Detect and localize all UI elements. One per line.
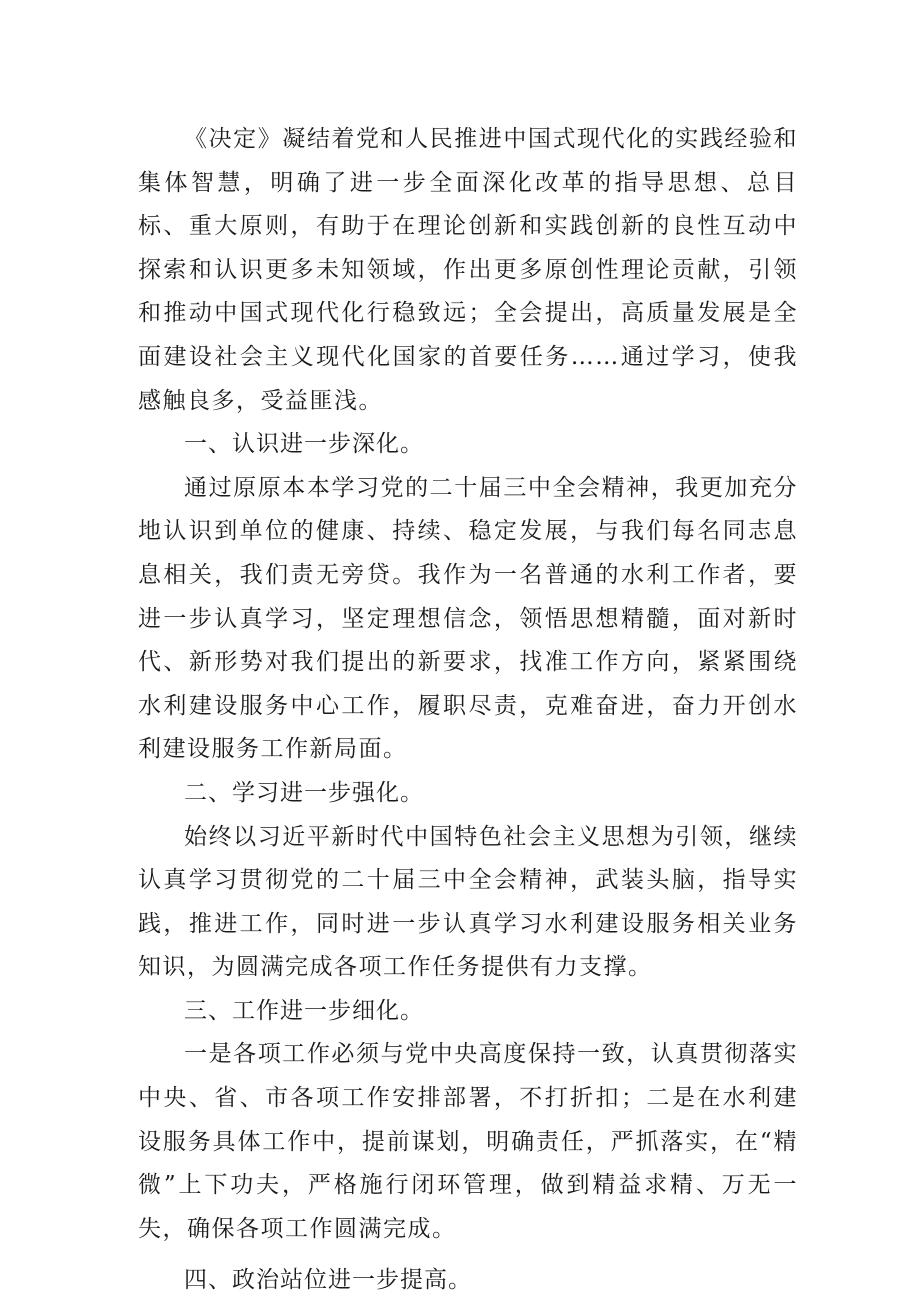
section-body-1: 通过原原本本学习党的二十届三中全会精神，我更加充分地认识到单位的健康、持续、稳定发展，与我们每名同志息息相关，我们责无旁贷。我作为一名普通的水利工作者，要进一步认真学习，坚定理想信念，领悟思想精髓，面对新时代、新形势对我们提出的新要求，找准工作方向，紧紧围绕水利建设服务中心工作，履职尽责，克难奋进，奋力开创水利建设服务工作新局面。 bbox=[138, 474, 798, 763]
document-page bbox=[138, 118, 798, 1303]
section-heading-4: 四、政治站位进一步提高。 bbox=[184, 1267, 472, 1294]
section-heading-2: 二、学习进一步强化。 bbox=[184, 779, 424, 806]
section-body-2: 始终以习近平新时代中国特色社会主义思想为引领，继续认真学习贯彻党的二十届三中全会精神，武装头脑，指导实践，推进工作，同时进一步认真学习水利建设服务相关业务知识，为圆满完成各项工作任务提供有力支撑。 bbox=[138, 823, 798, 981]
section-heading-3: 三、工作进一步细化。 bbox=[184, 997, 424, 1024]
section-body-3: 一是各项工作必须与党中央高度保持一致，认真贯彻落实中央、省、市各项工作安排部署，不打折扣；二是在水利建设服务具体工作中，提前谋划，明确责任，严抓落实，在“精微”上下功夫，严格施行闭环管理，做到精益求精、万无一失，确保各项工作圆满完成。 bbox=[138, 1041, 798, 1242]
section-heading-1: 一、认识进一步深化。 bbox=[184, 431, 424, 458]
intro-paragraph: 《决定》凝结着党和人民推进中国式现代化的实践经验和集体智慧，明确了进一步全面深化改革的指导思想、总目标、重大原则，有助于在理论创新和实践创新的良性互动中探索和认识更多未知领域，作出更多原创性理论贡献，引领和推动中国式现代化行稳致远；全会提出，高质量发展是全面建设社会主义现代化国家的首要任务……通过学习，使我感触良多，受益匪浅。 bbox=[138, 126, 798, 414]
